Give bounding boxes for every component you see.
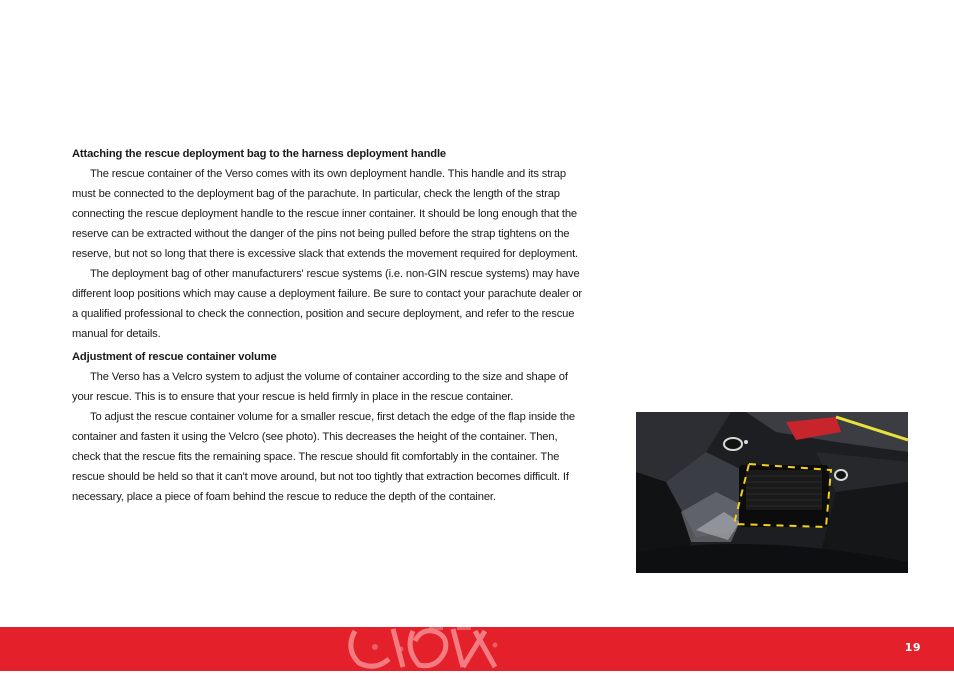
section-heading-deployment-bag: Attaching the rescue deployment bag to the harness deployment handle <box>72 148 446 160</box>
harness-velcro-illustration <box>636 412 908 573</box>
main-text <box>72 144 588 507</box>
section-heading-container-volume: Adjustment of rescue container volume <box>72 351 277 363</box>
page-number: 19 <box>904 641 921 654</box>
paragraph-other-manufacturers: The deployment bag of other manufacturers' rescue systems (i.e. non-GIN rescue systems) may have different loop positions which may cause a deployment failure. Be sure to contact your parachute dealer or a qualified professional to check the connection, position and secure deployment, and refer to the rescue manual for details. <box>72 268 583 340</box>
paragraph-velcro-system: The Verso has a Velcro system to adjust the volume of container according to the size and shape of your rescue. This is to ensure that your rescue is held firmly in place in the rescue container. <box>72 371 568 403</box>
brand-logo-watermark <box>345 627 515 671</box>
footer-bar <box>0 627 954 671</box>
paragraph-deployment-handle: The rescue container of the Verso comes with its own deployment handle. This handle and its strap must be connected to the deployment bag of the parachute. In particular, check the length of the strap connecting the rescue deployment handle to the rescue inner container. It should be long enough that the reserve can be extracted without the danger of the pins not being pulled before the strap tightens on the reserve, but not so long that there is excessive slack that extends the movement required for deployment. <box>72 168 578 260</box>
velcro-photo <box>636 412 908 573</box>
paragraph-adjust-volume: To adjust the rescue container volume for a smaller rescue, first detach the edge of the flap inside the container and fasten it using the Velcro (see photo). This decreases the height of the container. Then, check that the rescue fits the remaining space. The rescue should fit comfortably in the container. The rescue should be held so that it can't move around, but not too tightly that extraction becomes difficult. If necessary, place a piece of foam behind the rescue to reduce the depth of the container. <box>72 411 576 503</box>
